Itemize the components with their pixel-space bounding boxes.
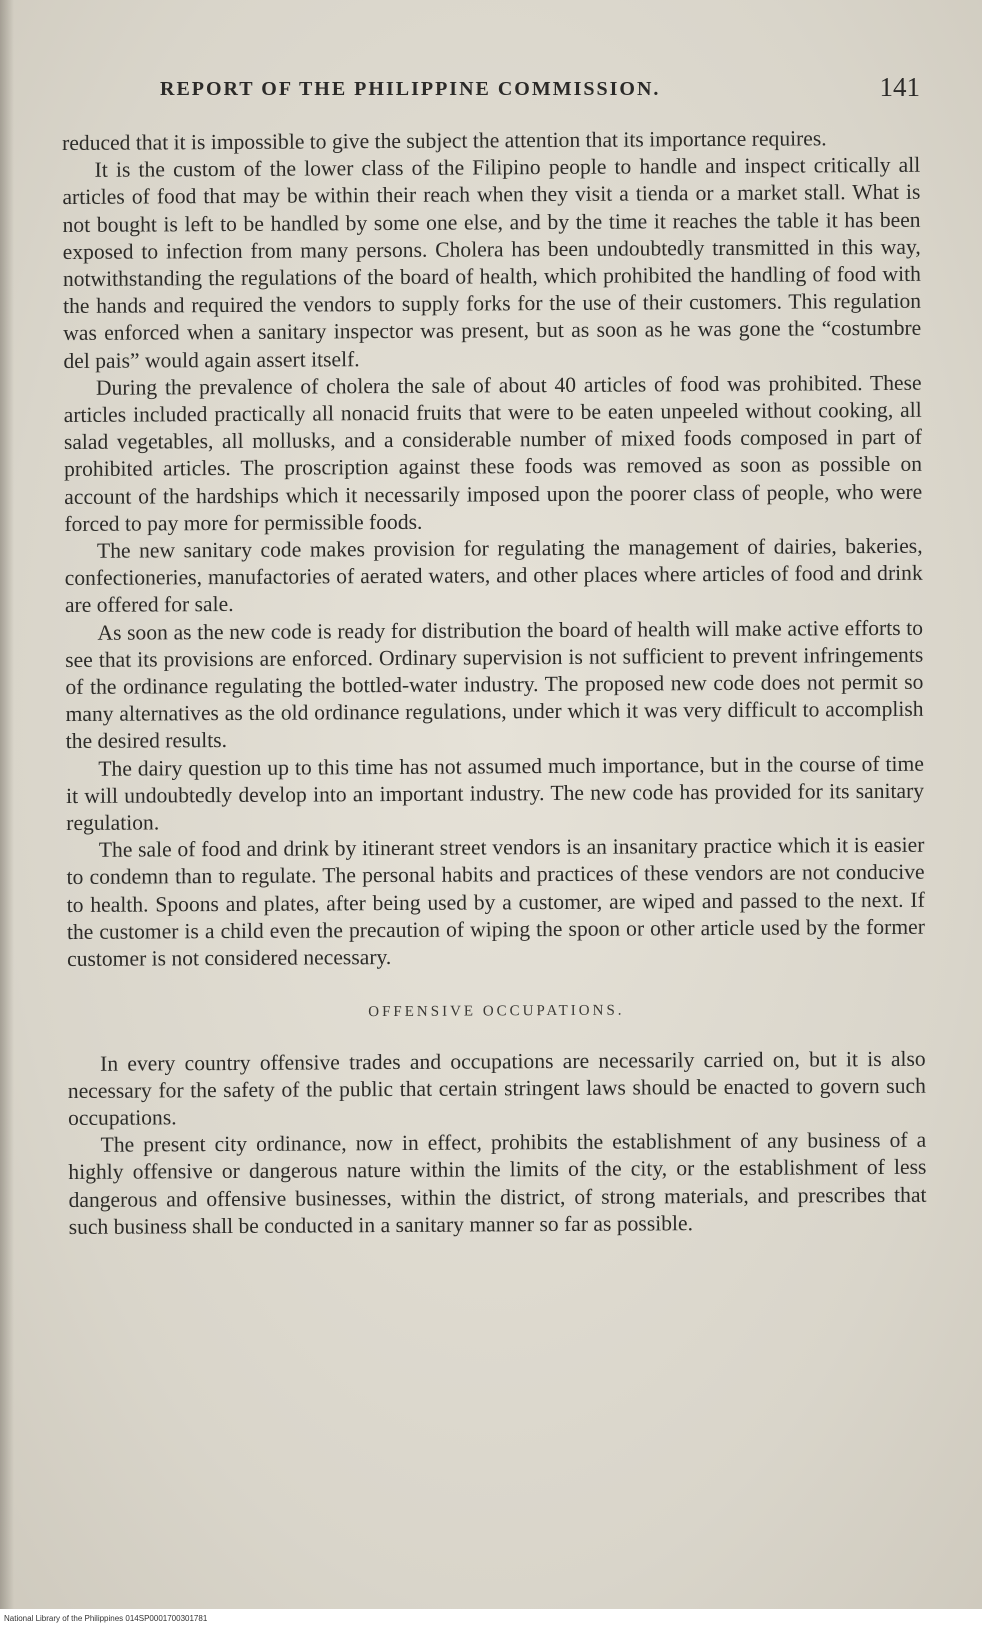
paragraph-offensive-trades: In every country offensive trades and occupations are necessarily carried on, but it is also necessary for the safety of the public that certain stringent laws should be enacted to govern such occupations. xyxy=(67,1046,926,1130)
paragraph-code-enforcement: As soon as the new code is ready for distribution the board of health will make active efforts to see that its provisions are enforced. Ordinary supervision is not sufficient to prevent infringements of the ordinance regulating the bottled-water industry. The proposed new code does not permit so many alternatives as the old ordinance regulations, under which it was very difficult to accomplish the desired results. xyxy=(65,615,924,754)
page-edge-shadow xyxy=(0,0,14,1609)
running-title: REPORT OF THE PHILIPPINE COMMISSION. xyxy=(160,78,661,100)
paragraph-continued: reduced that it is impossible to give the subject the attention that its importance requires. xyxy=(62,126,827,155)
paragraph-street-vendors: The sale of food and drink by itinerant street vendors is an insanitary practice which it is easier to condemn than to regulate. The personal habits and practices of these vendors are not conducive to health. Spoons and plates, after being used by a customer, are wiped and passed to the next. If the customer is a child even the precaution of wiping the spoon or other article used by the former customer is not considered necessary. xyxy=(66,833,925,972)
paragraph-sanitary-code: The new sanitary code makes provision for regulating the management of dairies, bakeries, confectioneries, manufactories of aerated waters, and other places where articles of food and drink are offered for sale. xyxy=(64,533,923,618)
paragraph-custom-handling-food: It is the custom of the lower class of the Filipino people to handle and inspect critically all articles of food that may be within their reach when they visit a tienda or a market stall. What is not bought is left to be handled by some one else, and by the time it reaches the table it has been exposed to infection from many persons. Cholera has been undoubtedly transmitted in this way, notwithstanding the regulations of the board of health, which prohibited the handling of food with the hands and required the vendors to supply forks for the use of their customers. This regulation was enforced when a sanitary inspector was present, but as soon as he was gone the “costumbre del pais” would again assert itself. xyxy=(62,152,922,373)
scan-footer-bar xyxy=(0,1609,982,1631)
page-header xyxy=(160,72,920,108)
paragraph-cholera-prohibition: During the prevalence of cholera the sale of about 40 articles of food was prohibited. These articles included practically all nonacid fruits that were to be eaten unpeeled without cooking, all salad vegetables, all mollusks, and a considerable number of mixed foods composed in part of prohibited articles. The proscription against these foods was removed as soon as possible on account of the hardships which it necessarily imposed upon the poorer class of people, who were forced to pay more for permissible foods. xyxy=(63,370,923,536)
paragraph-city-ordinance: The present city ordinance, now in effect, prohibits the establishment of any business of a highly offensive or dangerous nature within the limits of the city, or the establishment of less dangerous and offensive businesses, within the district, of strong materials, and prescribes that such business shall be conducted in a sanitary manner so far as possible. xyxy=(68,1127,927,1239)
section-heading: OFFENSIVE OCCUPATIONS. xyxy=(368,1002,625,1021)
page-body xyxy=(62,125,927,1241)
scan-source-caption: National Library of the Philippines 014SP0001700301781 xyxy=(4,1614,208,1623)
paragraph-dairy-question: The dairy question up to this time has not assumed much importance, but in the course of time it will undoubtedly develop into an important industry. The new code has provided for its sanitary regulation. xyxy=(65,751,925,836)
page-number: 141 xyxy=(879,72,920,102)
